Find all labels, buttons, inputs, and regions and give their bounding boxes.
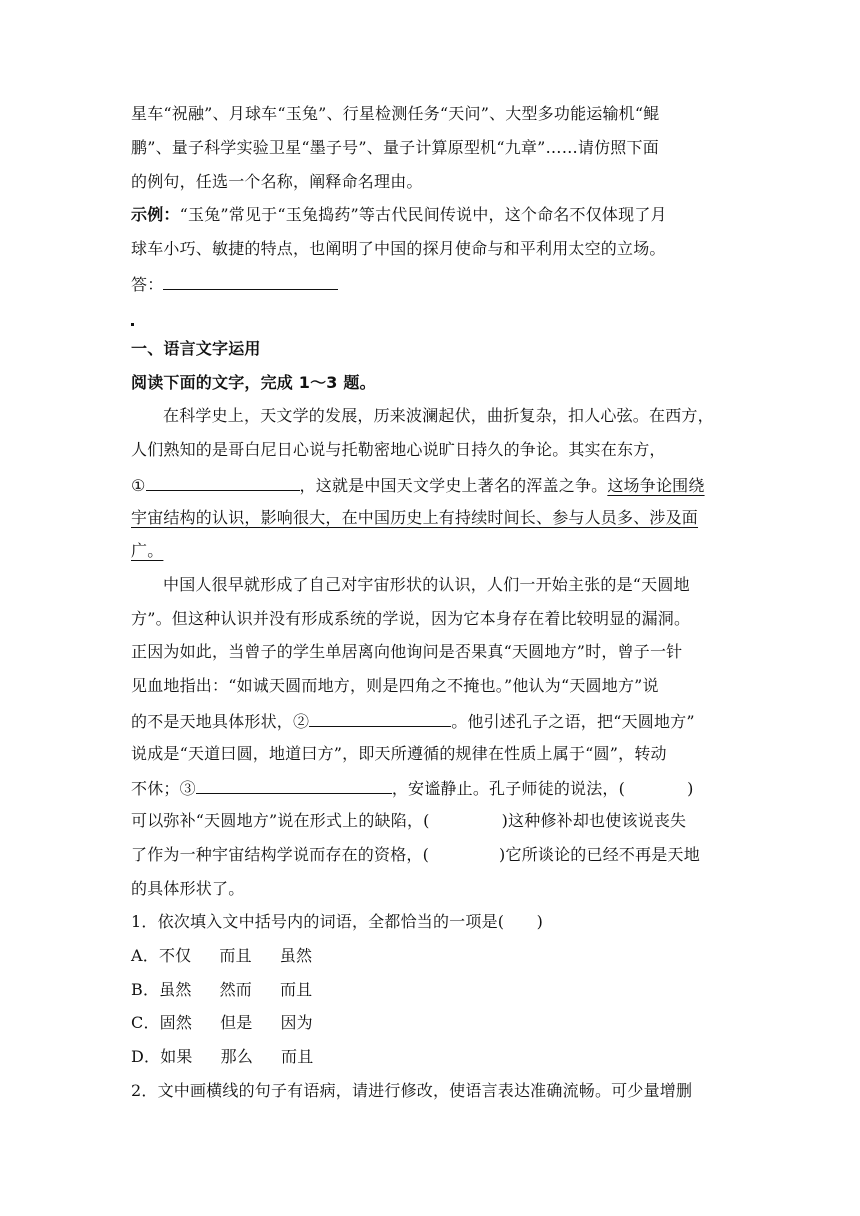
fill-blank-1[interactable] [146,473,300,491]
passage-text: 了作为一种宇宙结构学说而存在的资格，( [131,845,430,864]
instruction-text: 阅读下面的文字，完成 1～3 题。 [131,373,376,392]
body-text-line: 星车“祝融”、月球车“玉兔”、行星检测任务“天问”、大型多功能运输机“鲲 [131,104,660,123]
passage-line: 说成是“天道曰圆，地道曰方”，即天所遵循的规律在性质上属于“圆”，转动 [131,744,667,763]
underlined-sentence: 广。 [131,541,164,560]
passage-line [131,709,731,733]
passage-line [131,810,731,832]
option-letter: B． [131,980,160,999]
passage-text: ，这就是中国天文学史上著名的浑盖之争。 [299,476,608,495]
option-b[interactable] [131,979,731,1001]
option-word: 而且 [219,946,252,965]
answer-blank[interactable] [163,272,338,290]
passage-line [131,540,731,562]
question-2-stem: 2．文中画横线的句子有语病，请进行修改，使语言表达准确流畅。可少量增删 [131,1081,693,1100]
option-word: 但是 [220,1013,253,1032]
answer-label: 答： [131,275,164,294]
passage-text: 。他引述孔子之语，把“天圆地方” [451,712,695,731]
fill-blank-2[interactable] [309,709,451,727]
instruction [131,372,731,394]
example-line: 球车小巧、敏捷的特点，也阐明了中国的探月使命与和平利用太空的立场。 [131,239,666,258]
option-word: 如果 [160,1047,193,1066]
option-letter: D． [131,1047,161,1066]
passage-line [131,473,731,497]
question-1-stem: 1．依次填入文中括号内的词语，全都恰当的一项是( ) [131,912,544,931]
passage-text: ，安谧静止。孔子师徒的说法，( [391,779,626,798]
passage-line: 见血地指出：“如诚天圆而地方，则是四角之不掩也。”他认为“天圆地方”说 [131,676,659,695]
passage-text: )它所谈论的已经不再是天地 [499,845,700,864]
passage-line: 在科学史上，天文学的发展，历来波澜起伏，曲折复杂，扣人心弦。在西方， [163,406,714,425]
passage-text: 可以弥补“天圆地方”说在形式上的缺陷，( [131,811,430,830]
bullet-dot [131,323,134,326]
example-text: “玉兔”常见于“玉兔捣药”等古代民间传说中，这个命名不仅体现了月 [179,205,667,224]
option-word: 因为 [280,1013,313,1032]
option-c[interactable] [131,1012,731,1034]
underlined-sentence: 宇宙结构的认识，影响很大，在中国历史上有持续时间长、参与人员多、涉及面 [131,508,699,527]
answer-line [131,272,731,296]
body-text-line: 鹏”、量子科学实验卫星“墨子号”、量子计算原型机“九章”……请仿照下面 [131,138,659,157]
bracket-close: ) [687,779,694,798]
passage-text: 不休；③ [131,779,196,798]
section-title: 一、语言文字运用 [131,339,261,358]
option-word: 然而 [219,980,252,999]
example-line [131,204,731,226]
passage-line: 人们熟知的是哥白尼日心说与托勒密地心说旷日持久的争论。其实在东方， [131,440,666,459]
option-d[interactable] [131,1046,731,1068]
option-a[interactable] [131,945,731,967]
passage-text: )这种修补却也使该说丧失 [501,811,687,830]
body-text-line: 的例句，任选一个名称，阐释命名理由。 [131,172,423,191]
passage-line [131,844,731,866]
option-word: 固然 [159,1013,193,1032]
passage-line: 中国人很早就形成了自己对宇宙形状的认识，人们一开始主张的是“天圆地 [163,575,690,594]
option-word: 而且 [281,1047,314,1066]
underlined-sentence: 这场争论围绕 [607,476,705,495]
blank-marker-1: ① [131,476,146,495]
passage-line: 方”。但这种认识并没有形成系统的学说，因为它本身存在着比较明显的漏洞。 [131,609,691,628]
option-word: 不仅 [158,946,192,965]
option-word: 那么 [220,1047,254,1066]
passage-text: 的不是天地具体形状，② [131,712,310,731]
option-word: 虽然 [159,980,192,999]
fill-blank-3[interactable] [196,776,392,794]
option-letter: A． [131,946,159,965]
option-word: 而且 [279,980,313,999]
passage-line: 正因为如此，当曾子的学生单居离向他询问是否果真“天圆地方”时，曾子一针 [131,642,683,661]
option-word: 虽然 [279,946,313,965]
passage-line: 的具体形状了。 [131,879,245,898]
passage-line [131,776,731,800]
option-letter: C． [131,1013,160,1032]
example-label: 示例： [131,205,180,224]
